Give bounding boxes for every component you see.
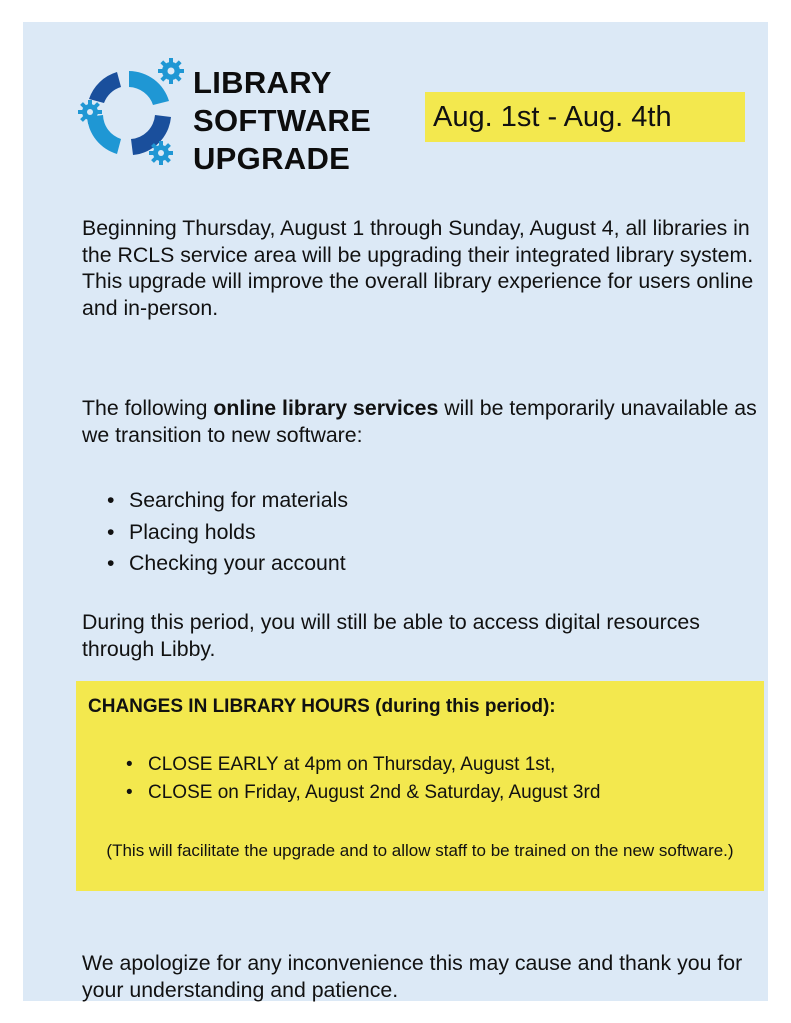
services-list xyxy=(107,485,348,580)
list-item: • CLOSE EARLY at 4pm on Thursday, August 1st, xyxy=(126,751,600,779)
closing-paragraph: We apologize for any inconvenience this may cause and thank you for your understanding and patience. xyxy=(82,951,743,1002)
list-item: • Placing holds xyxy=(107,517,348,549)
list-item: • Checking your account xyxy=(107,548,348,580)
digital-paragraph: During this period, you will still be able to access digital resources through Libby. xyxy=(82,610,700,661)
flyer-page xyxy=(23,22,768,1001)
hours-list xyxy=(126,751,600,807)
hours-title: CHANGES IN LIBRARY HOURS (during this period): xyxy=(88,696,556,717)
services-text: The following xyxy=(82,396,214,420)
date-range-badge: Aug. 1st - Aug. 4th xyxy=(425,92,745,142)
services-text: will be temporarily unavailable as we transition to new software: xyxy=(82,396,757,447)
list-item: • Searching for materials xyxy=(107,485,348,517)
services-paragraph xyxy=(82,395,772,448)
gear-cycle-icon xyxy=(73,57,185,167)
title-line: LIBRARY xyxy=(193,65,332,100)
services-emphasis: online library services xyxy=(213,396,439,420)
title-line: UPGRADE xyxy=(193,141,351,176)
list-item: • CLOSE on Friday, August 2nd & Saturday, August 3rd xyxy=(126,779,600,807)
page-title xyxy=(193,64,371,178)
hours-notice-box xyxy=(76,681,764,891)
intro-paragraph: Beginning Thursday, August 1 through Sunday, August 4, all libraries in the RCLS service area will be upgrading their integrated library system. This upgrade will improve the overall library experience for users online and in-person. xyxy=(82,216,754,320)
title-line: SOFTWARE xyxy=(193,103,372,138)
hours-note: (This will facilitate the upgrade and to allow staff to be trained on the new software.) xyxy=(106,841,734,860)
